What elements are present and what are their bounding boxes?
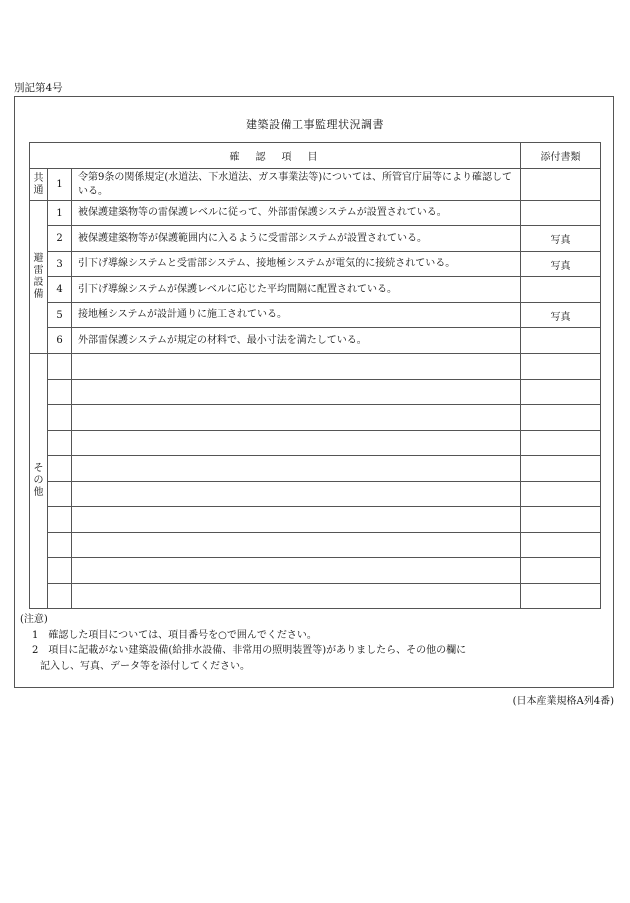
empty-cell xyxy=(72,456,521,482)
form-number: 別記第4号 xyxy=(14,82,63,94)
item-text: 引下げ導線システムと受雷部システム、接地極システムが電気的に接続されている。 xyxy=(72,252,521,277)
item-text: 引下げ導線システムが保護レベルに応じた平均間隔に配置されている。 xyxy=(72,277,521,303)
table-row xyxy=(30,456,601,482)
empty-cell xyxy=(521,583,601,609)
empty-cell xyxy=(48,532,72,558)
empty-cell xyxy=(521,456,601,482)
empty-cell xyxy=(48,456,72,482)
empty-cell xyxy=(72,379,521,405)
empty-cell xyxy=(72,430,521,456)
empty-cell xyxy=(72,558,521,584)
empty-cell xyxy=(521,481,601,507)
item-number: 1 xyxy=(48,201,72,226)
table-row xyxy=(30,226,601,252)
item-text: 外部雷保護システムが規定の材料で、最小寸法を満たしている。 xyxy=(72,328,521,354)
table-row xyxy=(30,252,601,277)
empty-cell xyxy=(48,507,72,533)
item-text: 令第9条の関係規定(水道法、下水道法、ガス事業法等)については、所管官庁届等により確認している。 xyxy=(72,169,521,201)
empty-cell xyxy=(48,354,72,380)
empty-cell xyxy=(48,379,72,405)
empty-cell xyxy=(521,405,601,431)
item-number: 5 xyxy=(48,303,72,328)
note-2: 2 項目に記載がない建築設備(給排水設備、非常用の照明装置等)がありましたら、その他の欄に xyxy=(32,645,467,656)
category-other: そ の 他 xyxy=(30,354,48,609)
table-row xyxy=(30,405,601,431)
item-number: 4 xyxy=(48,277,72,303)
item-number: 3 xyxy=(48,252,72,277)
item-number: 1 xyxy=(48,169,72,201)
attachment-cell: 写真 xyxy=(521,226,601,252)
note-2-continued: 記入し、写真、データ等を添付してください。 xyxy=(40,660,250,672)
empty-cell xyxy=(521,354,601,380)
table-row xyxy=(30,354,601,380)
item-number: 6 xyxy=(48,328,72,354)
empty-cell xyxy=(48,430,72,456)
empty-cell xyxy=(48,558,72,584)
empty-cell xyxy=(48,405,72,431)
table-row xyxy=(30,277,601,303)
attachment-cell xyxy=(521,201,601,226)
table-row xyxy=(30,201,601,226)
category-common: 共 通 xyxy=(30,169,48,201)
empty-cell xyxy=(72,507,521,533)
empty-cell xyxy=(521,430,601,456)
empty-cell xyxy=(48,481,72,507)
table-row xyxy=(30,169,601,201)
category-lightning: 避 雷 設 備 xyxy=(30,201,48,354)
empty-cell xyxy=(72,532,521,558)
table-row xyxy=(30,481,601,507)
empty-cell xyxy=(521,558,601,584)
table-row xyxy=(30,303,601,328)
empty-cell xyxy=(72,583,521,609)
header-check-items: 確 認 項 目 xyxy=(30,143,521,169)
item-text: 被保護建築物等が保護範囲内に入るように受雷部システムが設置されている。 xyxy=(72,226,521,252)
table-row xyxy=(30,379,601,405)
empty-cell xyxy=(521,507,601,533)
empty-cell xyxy=(72,354,521,380)
empty-cell xyxy=(521,379,601,405)
table-row xyxy=(30,430,601,456)
attachment-cell: 写真 xyxy=(521,252,601,277)
attachment-cell: 写真 xyxy=(521,303,601,328)
attachment-cell xyxy=(521,277,601,303)
notes-heading: (注意) xyxy=(20,614,48,625)
empty-cell xyxy=(72,481,521,507)
item-text: 被保護建築物等の雷保護レベルに従って、外部雷保護システムが設置されている。 xyxy=(72,201,521,226)
paper-standard: (日本産業規格A列4番) xyxy=(512,696,614,707)
table-row xyxy=(30,507,601,533)
table-row xyxy=(30,532,601,558)
header-attachments: 添付書類 xyxy=(521,143,601,169)
document-title: 建築設備工事監理状況調書 xyxy=(246,118,384,131)
inspection-table xyxy=(29,142,601,609)
table-row xyxy=(30,558,601,584)
attachment-cell xyxy=(521,328,601,354)
notes-section xyxy=(22,612,602,674)
empty-cell xyxy=(521,532,601,558)
table-row xyxy=(30,328,601,354)
empty-cell xyxy=(72,405,521,431)
item-text: 接地極システムが設計通りに施工されている。 xyxy=(72,303,521,328)
note-1: 1 確認した項目については、項目番号を○で囲んでください。 xyxy=(32,629,317,641)
item-number: 2 xyxy=(48,226,72,252)
table-header-row xyxy=(30,143,601,169)
empty-cell xyxy=(48,583,72,609)
table-row xyxy=(30,583,601,609)
attachment-cell xyxy=(521,169,601,201)
